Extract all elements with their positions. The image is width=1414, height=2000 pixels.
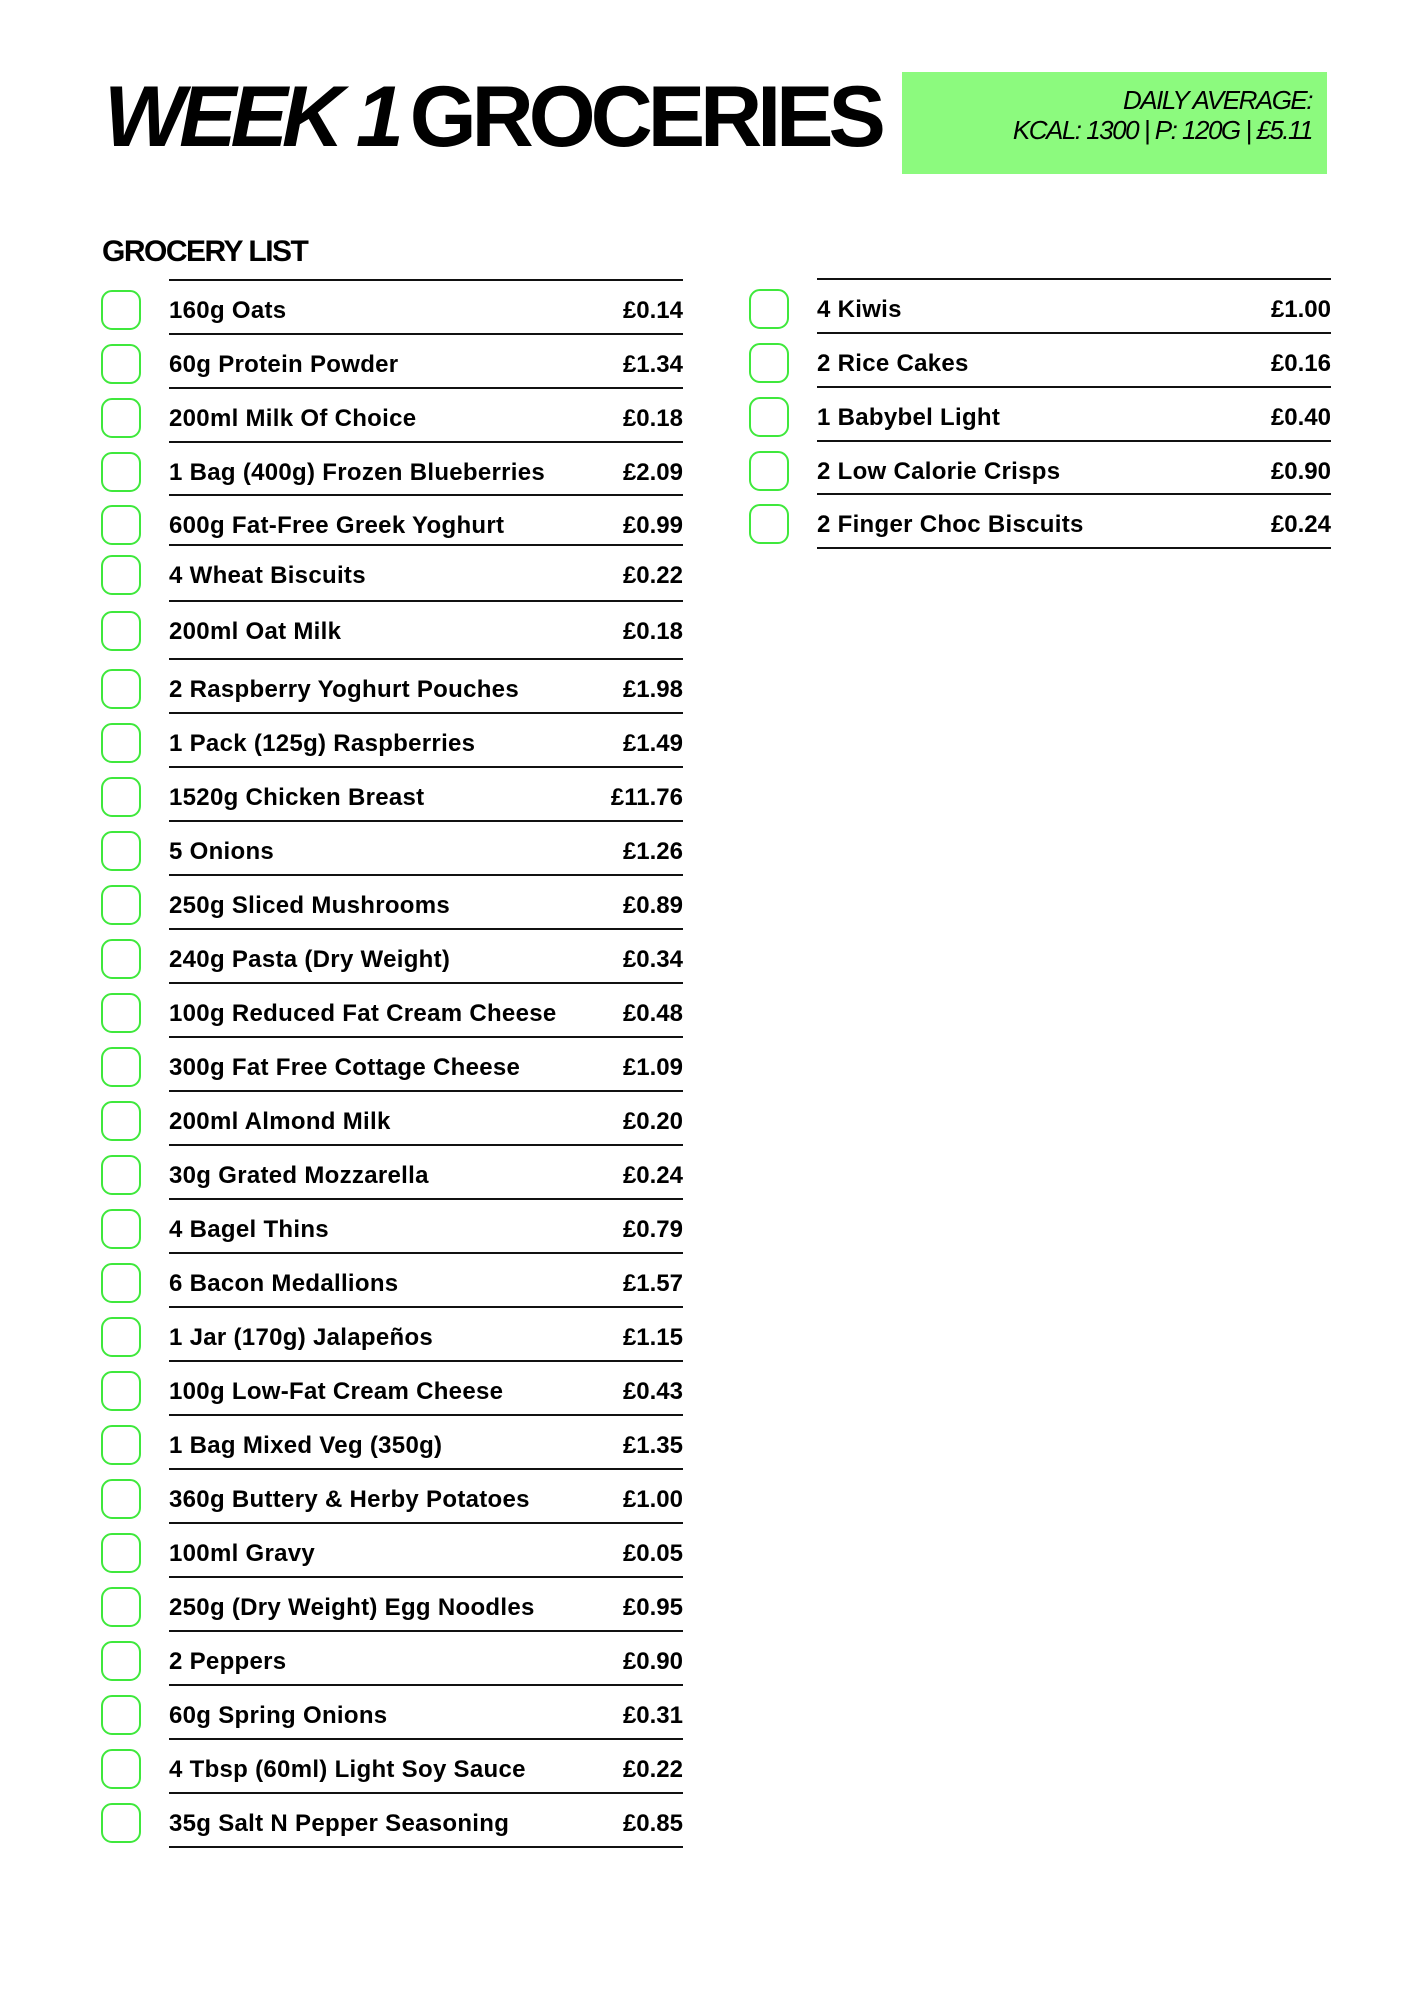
- page-title: [104, 62, 881, 172]
- item-price: £1.00: [622, 1486, 683, 1513]
- item-checkbox[interactable]: [101, 1047, 141, 1087]
- item-checkbox[interactable]: [101, 1155, 141, 1195]
- item-price: £0.22: [622, 562, 683, 589]
- item-name: 4 Bagel Thins: [169, 1216, 329, 1243]
- grocery-item: [101, 1263, 683, 1303]
- item-name: 4 Kiwis: [817, 296, 902, 323]
- row-divider: [169, 1198, 683, 1200]
- item-price: £0.43: [622, 1378, 683, 1405]
- item-name: 2 Low Calorie Crisps: [817, 458, 1061, 485]
- row-divider: [169, 1036, 683, 1038]
- item-price: £0.95: [622, 1594, 683, 1621]
- item-price: £0.90: [622, 1648, 683, 1675]
- item-price: £1.09: [622, 1054, 683, 1081]
- grocery-item: [749, 504, 1331, 544]
- grocery-item: [101, 1317, 683, 1357]
- row-divider: [169, 1468, 683, 1470]
- item-checkbox[interactable]: [101, 993, 141, 1033]
- row-divider: [169, 333, 683, 335]
- item-name: 2 Finger Choc Biscuits: [817, 511, 1084, 538]
- row-divider: [169, 1522, 683, 1524]
- item-name: 600g Fat-Free Greek Yoghurt: [169, 512, 505, 539]
- item-price: £0.40: [1270, 404, 1331, 431]
- grocery-item: [101, 452, 683, 492]
- grocery-item: [101, 669, 683, 709]
- daily-average-box: [902, 72, 1327, 174]
- item-name: 200ml Milk Of Choice: [169, 405, 417, 432]
- item-checkbox[interactable]: [101, 555, 141, 595]
- grocery-item: [101, 505, 683, 545]
- item-price: £1.49: [622, 730, 683, 757]
- item-price: £0.16: [1270, 350, 1331, 377]
- grocery-item: [101, 1047, 683, 1087]
- row-divider: [169, 600, 683, 602]
- row-divider: [169, 1360, 683, 1362]
- item-price: £1.57: [622, 1270, 683, 1297]
- item-checkbox[interactable]: [101, 1533, 141, 1573]
- row-divider: [817, 278, 1331, 280]
- item-name: 100g Low-Fat Cream Cheese: [169, 1378, 504, 1405]
- item-checkbox[interactable]: [101, 939, 141, 979]
- item-name: 1 Jar (170g) Jalapeños: [169, 1324, 434, 1351]
- item-checkbox[interactable]: [101, 831, 141, 871]
- grocery-item: [101, 1587, 683, 1627]
- item-name: 2 Raspberry Yoghurt Pouches: [169, 676, 519, 703]
- row-divider: [169, 1684, 683, 1686]
- item-price: £0.22: [622, 1756, 683, 1783]
- item-price: £0.99: [622, 512, 683, 539]
- item-name: 250g Sliced Mushrooms: [169, 892, 451, 919]
- grocery-item: [749, 289, 1331, 329]
- item-name: 2 Peppers: [169, 1648, 287, 1675]
- item-name: 100ml Gravy: [169, 1540, 316, 1567]
- item-price: £1.26: [622, 838, 683, 865]
- item-name: 160g Oats: [169, 297, 287, 324]
- grocery-item: [749, 397, 1331, 437]
- item-name: 5 Onions: [169, 838, 275, 865]
- grocery-item: [101, 1209, 683, 1249]
- row-divider: [169, 1630, 683, 1632]
- row-divider: [169, 1090, 683, 1092]
- grocery-item: [101, 555, 683, 595]
- row-divider: [169, 1252, 683, 1254]
- item-price: £1.98: [622, 676, 683, 703]
- item-checkbox[interactable]: [101, 344, 141, 384]
- row-divider: [169, 982, 683, 984]
- grocery-item: [101, 723, 683, 763]
- item-checkbox[interactable]: [101, 1317, 141, 1357]
- item-checkbox[interactable]: [101, 1209, 141, 1249]
- item-name: 6 Bacon Medallions: [169, 1270, 399, 1297]
- item-checkbox[interactable]: [101, 1263, 141, 1303]
- item-price: £0.79: [622, 1216, 683, 1243]
- item-name: 100g Reduced Fat Cream Cheese: [169, 1000, 557, 1027]
- item-name: 240g Pasta (Dry Weight): [169, 946, 451, 973]
- grocery-item: [101, 1803, 683, 1843]
- item-checkbox[interactable]: [101, 1587, 141, 1627]
- item-checkbox[interactable]: [101, 398, 141, 438]
- item-name: 60g Spring Onions: [169, 1702, 388, 1729]
- item-price: £11.76: [610, 784, 683, 811]
- row-divider: [169, 1792, 683, 1794]
- item-name: 200ml Oat Milk: [169, 618, 342, 645]
- item-price: £0.34: [622, 946, 683, 973]
- item-name: 1 Babybel Light: [817, 404, 1001, 431]
- row-divider: [169, 874, 683, 876]
- item-name: 1520g Chicken Breast: [169, 784, 425, 811]
- item-price: £0.05: [622, 1540, 683, 1567]
- title-week: WEEK 1: [104, 69, 398, 165]
- item-checkbox[interactable]: [101, 777, 141, 817]
- item-price: £0.14: [622, 297, 683, 324]
- row-divider: [817, 440, 1331, 442]
- grocery-item: [101, 1695, 683, 1735]
- grocery-item: [101, 398, 683, 438]
- grocery-item: [101, 611, 683, 651]
- item-price: £0.48: [622, 1000, 683, 1027]
- grocery-item: [101, 1371, 683, 1411]
- row-divider: [169, 1846, 683, 1848]
- item-checkbox[interactable]: [101, 611, 141, 651]
- item-name: 2 Rice Cakes: [817, 350, 969, 377]
- grocery-item: [749, 451, 1331, 491]
- row-divider: [817, 386, 1331, 388]
- item-price: £1.00: [1270, 296, 1331, 323]
- item-checkbox[interactable]: [101, 1425, 141, 1465]
- row-divider: [817, 332, 1331, 334]
- row-divider: [169, 658, 683, 660]
- row-divider: [169, 712, 683, 714]
- row-divider: [169, 1144, 683, 1146]
- grocery-item: [101, 831, 683, 871]
- grocery-list-heading: GROCERY LIST: [102, 235, 308, 268]
- row-divider: [169, 387, 683, 389]
- item-price: £2.09: [622, 459, 683, 486]
- item-checkbox[interactable]: [101, 1371, 141, 1411]
- item-name: 4 Tbsp (60ml) Light Soy Sauce: [169, 1756, 526, 1783]
- grocery-item: [101, 1155, 683, 1195]
- grocery-item: [101, 1641, 683, 1681]
- row-divider: [817, 493, 1331, 495]
- row-divider: [169, 1576, 683, 1578]
- item-name: 35g Salt N Pepper Seasoning: [169, 1810, 510, 1837]
- grocery-item: [101, 344, 683, 384]
- item-price: £0.31: [622, 1702, 683, 1729]
- item-name: 300g Fat Free Cottage Cheese: [169, 1054, 521, 1081]
- row-divider: [169, 1306, 683, 1308]
- item-name: 360g Buttery & Herby Potatoes: [169, 1486, 530, 1513]
- grocery-item: [101, 939, 683, 979]
- item-name: 60g Protein Powder: [169, 351, 399, 378]
- grocery-item: [101, 290, 683, 330]
- row-divider: [169, 494, 683, 496]
- item-checkbox[interactable]: [101, 669, 141, 709]
- item-price: £0.20: [622, 1108, 683, 1135]
- item-checkbox[interactable]: [101, 290, 141, 330]
- item-checkbox[interactable]: [101, 505, 141, 545]
- item-checkbox[interactable]: [101, 1695, 141, 1735]
- item-checkbox[interactable]: [749, 343, 789, 383]
- row-divider: [817, 547, 1331, 549]
- item-price: £1.35: [622, 1432, 683, 1459]
- item-name: 4 Wheat Biscuits: [169, 562, 366, 589]
- item-checkbox[interactable]: [101, 1641, 141, 1681]
- row-divider: [169, 1738, 683, 1740]
- grocery-item: [101, 1425, 683, 1465]
- item-name: 250g (Dry Weight) Egg Noodles: [169, 1594, 535, 1621]
- row-divider: [169, 928, 683, 930]
- row-divider: [169, 544, 683, 546]
- daily-average-values: KCAL: 1300 | P: 120G | £5.11: [1012, 115, 1312, 145]
- item-price: £0.18: [622, 618, 683, 645]
- item-checkbox[interactable]: [749, 289, 789, 329]
- item-checkbox[interactable]: [101, 1803, 141, 1843]
- item-price: £0.18: [622, 405, 683, 432]
- item-price: £0.89: [622, 892, 683, 919]
- item-checkbox[interactable]: [101, 1101, 141, 1141]
- grocery-item: [101, 1101, 683, 1141]
- grocery-item: [101, 1749, 683, 1789]
- grocery-item: [101, 885, 683, 925]
- row-divider: [169, 766, 683, 768]
- row-divider: [169, 279, 683, 281]
- item-checkbox[interactable]: [749, 504, 789, 544]
- item-name: 1 Pack (125g) Raspberries: [169, 730, 476, 757]
- grocery-item: [101, 1533, 683, 1573]
- grocery-item: [101, 777, 683, 817]
- item-checkbox[interactable]: [101, 885, 141, 925]
- item-price: £0.90: [1270, 458, 1331, 485]
- item-checkbox[interactable]: [749, 397, 789, 437]
- item-checkbox[interactable]: [101, 452, 141, 492]
- row-divider: [169, 441, 683, 443]
- item-price: £0.85: [622, 1810, 683, 1837]
- row-divider: [169, 1414, 683, 1416]
- item-checkbox[interactable]: [101, 1749, 141, 1789]
- grocery-item: [101, 993, 683, 1033]
- item-name: 30g Grated Mozzarella: [169, 1162, 429, 1189]
- daily-average-label: DAILY AVERAGE:: [1122, 85, 1312, 115]
- item-price: £0.24: [1270, 511, 1331, 538]
- grocery-item: [101, 1479, 683, 1519]
- item-price: £1.34: [622, 351, 683, 378]
- item-checkbox[interactable]: [101, 1479, 141, 1519]
- item-price: £0.24: [622, 1162, 683, 1189]
- item-checkbox[interactable]: [101, 723, 141, 763]
- item-name: 1 Bag (400g) Frozen Blueberries: [169, 459, 546, 486]
- row-divider: [169, 820, 683, 822]
- item-name: 1 Bag Mixed Veg (350g): [169, 1432, 443, 1459]
- grocery-item: [749, 343, 1331, 383]
- title-groceries: GROCERIES: [409, 69, 881, 165]
- item-checkbox[interactable]: [749, 451, 789, 491]
- item-price: £1.15: [622, 1324, 683, 1351]
- item-name: 200ml Almond Milk: [169, 1108, 391, 1135]
